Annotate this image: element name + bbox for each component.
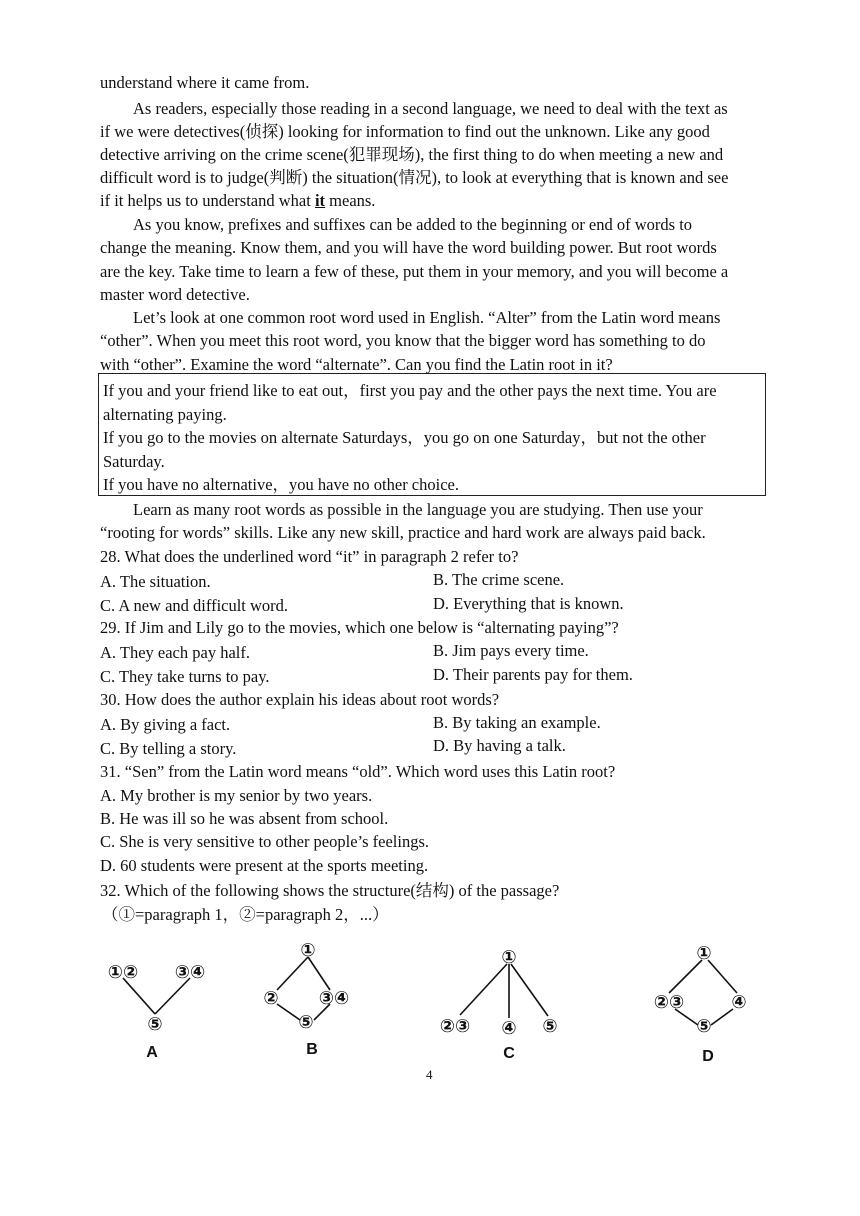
option-29-b[interactable]: B. Jim pays every time. — [433, 641, 589, 660]
diagram-b-node: ① — [300, 940, 316, 960]
diagram-c-node: ④ — [501, 1018, 517, 1038]
box-line: If you go to the movies on alternate Saturdays，you go on one Saturday，but not the other — [103, 428, 706, 447]
passage-line: master word detective. — [100, 285, 250, 304]
diagram-b-edge — [277, 957, 308, 990]
passage-line: if we were detectives(侦探) looking for information to find out the unknown. Like any good — [100, 122, 710, 141]
box-line: If you have no alternative，you have no other choice. — [103, 475, 459, 494]
diagram-d-node: ②③ — [653, 992, 685, 1012]
option-29-d[interactable]: D. Their parents pay for them. — [433, 665, 633, 684]
box-line: alternating paying. — [103, 405, 227, 424]
question-29-stem: 29. If Jim and Lily go to the movies, which one below is “alternating paying”? — [100, 618, 619, 637]
option-31-d[interactable]: D. 60 students were present at the sports meeting. — [100, 856, 429, 875]
option-30-c[interactable]: C. By telling a story. — [100, 739, 237, 758]
passage-line: change the meaning. Know them, and you will have the word building power. But root words — [100, 238, 717, 257]
option-30-d[interactable]: D. By having a talk. — [433, 736, 566, 755]
option-30-a[interactable]: A. By giving a fact. — [100, 715, 231, 734]
diagram-d-edge — [708, 960, 737, 993]
passage-line: As readers, especially those reading in a second language, we need to deal with the text as — [133, 99, 728, 118]
option-30-b[interactable]: B. By taking an example. — [433, 713, 601, 732]
option-28-d[interactable]: D. Everything that is known. — [433, 594, 624, 613]
diagram-c-edge — [460, 964, 507, 1015]
diagram-a-edge — [123, 978, 155, 1014]
passage-line: understand where it came from. — [100, 73, 310, 92]
passage-line: with “other”. Examine the word “alternate”. Can you find the Latin root in it? — [100, 355, 613, 374]
diagram-d-node: ④ — [731, 992, 747, 1012]
question-32-note: （①=paragraph 1，②=paragraph 2，...） — [102, 905, 389, 924]
question-30-stem: 30. How does the author explain his ideas about root words? — [100, 690, 500, 709]
option-29-a[interactable]: A. They each pay half. — [100, 643, 250, 662]
question-31-stem: 31. “Sen” from the Latin word means “old”. Which word uses this Latin root? — [100, 762, 616, 781]
diagram-a-node: ⑤ — [147, 1014, 163, 1034]
diagram-b-edge — [308, 957, 330, 990]
diagram-c-node: ⑤ — [542, 1016, 558, 1036]
box-line: If you and your friend like to eat out，first you pay and the other pays the next time. You are — [103, 381, 717, 400]
passage-line: are the key. Take time to learn a few of these, put them in your memory, and you will become a — [100, 262, 729, 281]
option-31-c[interactable]: C. She is very sensitive to other people’s feelings. — [100, 832, 430, 851]
diagram-a-edge — [155, 978, 190, 1014]
option-31-a[interactable]: A. My brother is my senior by two years. — [100, 786, 373, 805]
passage-line: detective arriving on the crime scene(犯罪现场), the first thing to do when meeting a new and — [100, 145, 724, 164]
passage-line: Let’s look at one common root word used in English. “Alter” from the Latin word means — [133, 308, 721, 327]
diagram-a-label: A — [146, 1044, 158, 1061]
diagram-b-node: ③④ — [318, 988, 350, 1008]
diagram-b-node: ⑤ — [298, 1012, 314, 1032]
diagram-c-label: C — [503, 1045, 515, 1062]
diagram-a-node: ①② — [107, 962, 139, 982]
diagram-d-edge — [669, 960, 702, 993]
diagram-b-node: ② — [263, 988, 279, 1008]
option-28-a[interactable]: A. The situation. — [100, 572, 211, 591]
diagram-b-edge — [277, 1004, 300, 1020]
option-28-b[interactable]: B. The crime scene. — [433, 570, 565, 589]
question-32-stem: 32. Which of the following shows the structure(结构) of the passage? — [100, 881, 560, 900]
underlined-it: it — [314, 191, 326, 210]
diagram-d-edge — [711, 1009, 733, 1025]
option-28-c[interactable]: C. A new and difficult word. — [100, 596, 289, 615]
passage-text: means. — [325, 191, 376, 210]
passage-line: Learn as many root words as possible in the language you are studying. Then use your — [133, 500, 703, 519]
option-31-b[interactable]: B. He was ill so he was absent from school. — [100, 809, 389, 828]
passage-line — [100, 190, 375, 212]
passage-text: if it helps us to understand what — [100, 191, 315, 210]
diagram-d-label: D — [702, 1048, 714, 1065]
page-number: 4 — [426, 1067, 433, 1082]
diagram-a-node: ③④ — [174, 962, 206, 982]
passage-line: “rooting for words” skills. Like any new skill, practice and hard work are always paid back. — [100, 523, 706, 542]
diagram-b-label: B — [306, 1041, 318, 1058]
option-29-c[interactable]: C. They take turns to pay. — [100, 667, 270, 686]
question-28-stem: 28. What does the underlined word “it” in paragraph 2 refer to? — [100, 547, 519, 566]
diagram-c-edge — [511, 964, 548, 1016]
diagram-c-node: ① — [501, 947, 517, 967]
diagram-c-node: ②③ — [439, 1016, 471, 1036]
passage-line: As you know, prefixes and suffixes can be added to the beginning or end of words to — [133, 215, 693, 234]
structure-diagrams — [0, 930, 860, 1070]
passage-line: difficult word is to judge(判断) the situation(情况), to look at everything that is known and see — [100, 168, 729, 187]
diagram-d-node: ① — [696, 943, 712, 963]
diagram-d-node: ⑤ — [696, 1016, 712, 1036]
passage-line: “other”. When you meet this root word, you know that the bigger word has something to do — [100, 331, 706, 350]
box-line: Saturday. — [103, 452, 165, 471]
